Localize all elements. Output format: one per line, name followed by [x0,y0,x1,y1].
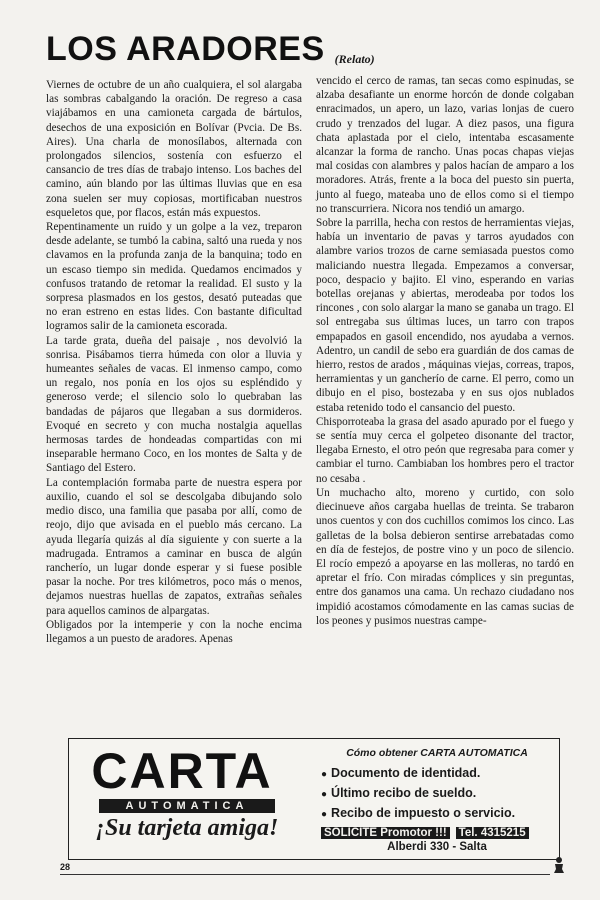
paragraph: Viernes de octubre de un año cualquiera, el sol alargaba las sombras cabalgando la oración. De regreso a casa viajábamos en una camioneta cargada de bártulos, desechos de una exposición en Bolívar (Pvcia. De Bs. Aires). Una charla de monosílabos, alternada con prolongados silencios, sostenía con esfuerzo el cansancio de tres días de trabajo intenso. Los baches del camino, aún blando por las últimas lluvias que en esa zona suelen ser muy copiosas, mortificaban nuestros esqueletos que, por flacos, están más expuestos. [46,79,302,219]
advertisement-box [68,738,560,860]
ad-heading: Cómo obtener CARTA AUTOMATICA [346,747,528,759]
paragraph: La tarde grata, dueña del paisaje , nos devolvió la sonrisa. Pisábamos tierra húmeda con olor a lluvia y humeantes señales de vacas. El inmenso campo, como un regalo, nos ponía en los ojos su espléndido y generoso verde; el silencio solo lo quebraban las bandadas de pájaros que llegaban a sus dormideros. Evoqué en secreto y con mucha nostalgia aquellas hermosas tardes de hondeadas compartidas con mi inseparable hermano Coco, en los montes de Salta y de Santiago del Estero. [46,334,302,475]
bullet-icon: ● [321,769,328,780]
article-column-left [46,78,302,646]
paragraph: Obligados por la intemperie y con la noche encima llegamos a un puesto de aradores. Apenas [46,618,302,645]
paragraph: Sobre la parrilla, hecha con restos de herramientas viejas, había un inventario de pavas y tarros ayudados con alambre varios trozos de carne semiasada puestos como maliciando nuestra llegada. Empezamos a conversar, poco, despacio y bajito. El vino, esperando en varias botellas orejanas y abiertas, merodeaba por todos los rincones , con solo alargar la mano se ganaba un trago. El sol entregaba sus últimas luces, un tarro con trapos empapados en gasoil encendido, nos ayudaba a vernos. Adentro, un candil de sebo era guardián de dos camas de hierro, restos de arados , máquinas viejas, correas, trapos, herramientas y un gancherío de carne. El perro, como un dibujo en el piso, bostezaba y en sus ojos nublados estaba retenido todo el cansancio del puesto. [316,217,574,414]
paragraph: vencido el cerco de ramas, tan secas como espinudas, se alzaba desafiante un enorme horcón de donde colgaban enracimados, un apero, un lazo, varias lonjas de cuero crudo y trenzados del lugar. A diez pasos, una figura chata aplastada por el cielo, intentaba escasamente alcanzar la forma de rancho. Unas pocas chapas viejas mal cosidas con alambres y palos hacían de amparo a los moradores. Atrás, frente a la boca del puesto sin puerta, junto al fuego, mateaba uno de ellos como si el tiempo no transcurriera. Nicora nos tendió un amargo. [316,75,574,215]
article-title: LOS ARADORES [46,30,325,68]
ad-requirement-item [321,764,553,784]
paragraph: Repentinamente un ruido y un golpe a la vez, treparon desde adelante, se tumbó la cabina, saltó una rueda y nos clavamos en la profunda zanja de la banquina; todo en un escaso tiempo sin medida. Quedamos encimados y confusos tratando de retomar la realidad. El susto y la sorpresa plasmados en los gestos, desató puteadas que no eran estreno en estas lides. Con bastante dificultad logramos salir de la camioneta escorada. [46,221,302,333]
ad-requirement-text: Documento de identidad. [331,766,481,780]
page-number: 28 [60,862,71,872]
ad-brand-block [77,745,297,853]
ad-requirement-item [321,804,553,824]
paragraph: La contemplación formaba parte de nuestra espera por auxilio, cuando el sol se descolgaba dibujando solo medio disco, una familia que pasaba por allí, como de reojo, dijo que avisada en el pueblo más cercano. La ayuda llegaría quizás al día siguiente y con suerte a la madrugada. Entramos a caminar en busca de algún rancherío, un lugar donde esperar y si fuese posible pasar la noche. Por tres kilómetros, poco más o menos, dejamos nuestras huellas de zapatos, extrañas señales para aquellos caminos de alpargatas. [46,476,302,617]
ad-phone: Tel. 4315215 [456,827,529,839]
bullet-icon: ● [321,809,328,820]
ad-requirement-item [321,784,553,804]
ad-requirement-text: Último recibo de sueldo. [331,786,477,800]
ad-address: Alberdi 330 - Salta [387,841,487,853]
article-genre: (Relato) [334,52,375,66]
footer-divider [60,874,550,875]
ad-info-block [321,747,553,853]
publisher-mark-icon [552,856,566,879]
ad-cta: SOLICITE Promotor !!! [321,827,450,839]
ad-brand-subtitle: AUTOMATICA [99,799,275,813]
ad-brand-logo: CARTA [91,743,273,799]
ad-slogan: ¡Su tarjeta amiga! [95,815,279,841]
paragraph: Chisporroteaba la grasa del asado apurado por el fuego y se sentía muy cerca el golpeteo disonante del tractor, llegaba Ernesto, el otro peón que regresaba para comer y cambiar el turno. Cambiaban los hombres pero el tractor no cesaba . [316,415,574,485]
paragraph: Un muchacho alto, moreno y curtido, con solo diecinueve años cargaba huellas de treinta. Se trabaron unos cuentos y con dos cuchillos comimos los cinco. Las galletas de la bolsa debieron sentirse arrebatadas como en día de festejos, de postre vino y un poco de silencio. El rocío empezó a apoyarse en las molleras, no tardó en apretar el frío. Con miradas cómplices y sin preguntas, entre dos ganamos una cama. Un rechazo ciudadano nos impidió acostamos cómodamente en las camas sucias de los peones y pusimos nuestras campe- [316,486,574,627]
article-column-right [316,74,574,628]
ad-contact-line [321,827,553,839]
ad-requirement-text: Recibo de impuesto o servicio. [331,806,516,820]
article-header [46,30,375,69]
bullet-icon: ● [321,789,328,800]
